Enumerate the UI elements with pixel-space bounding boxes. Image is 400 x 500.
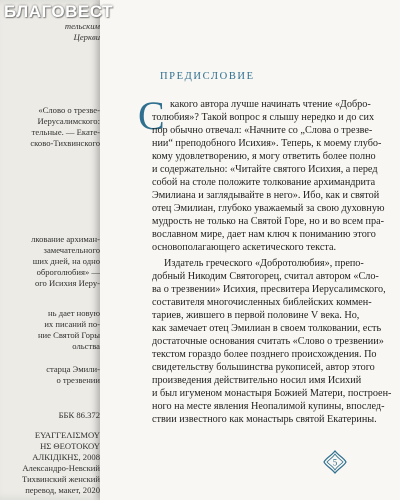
left-page-line: оброголюбия» — [36,267,100,277]
left-page [0,0,104,500]
body-line: произведения действительно носил имя Исихий [152,375,362,386]
left-page-line: сково-Тихвинского [30,138,100,148]
body-line: достаточные основания считать «Слово о трезвении» [152,336,384,347]
left-page-line: ΕΥΑΓΓΕΛΙΣΜΟΥ [34,430,100,440]
body-line: как замечает отец Эмилиан в своем толковании, есть [152,323,382,334]
left-page-line: ΗΣ ΘΕΟΤΟΚΟΥ [40,441,100,451]
body-line: Издатель греческого «Добротолюбия», препо- [164,258,364,269]
body-line: кому удовлетворению, я могу ответить более полно [152,151,376,162]
drop-cap: С [138,93,165,138]
page-heading: ПРЕДИСЛОВИЕ [160,71,255,82]
body-line: какого автора лучше начинать чтение «Добро- [170,99,371,110]
left-page-line: тельским [64,21,100,31]
body-line: ного на месте явления Неопалимой купины, впослед- [152,401,385,412]
body-line: тариев, жившего в первой половине V века. Но, [152,310,360,321]
body-line: мудрость не только на Святой Горе, но и во всем пра- [152,216,385,227]
page-number-ornament [322,449,348,475]
body-line: свидетельству большинства рукописей, автор этого [152,362,375,373]
left-page-line: ольства [72,341,100,351]
left-page-line: ние Святой Горы [37,330,100,340]
body-line: и содержательно: «Читайте святого Исихия, а перед [152,164,378,175]
body-line: собой на столе положите толкование архимандрита [152,177,376,188]
left-page-line: Александро-Невский [22,463,100,473]
left-page-line: АЛКIДIКНΣ, 2008 [32,452,100,462]
body-line: текстом гораздо более позднего происхождения. По [152,349,377,360]
left-page-line: лкование архиман- [31,234,100,244]
body-line: ствии известного как монастырь святой Екатерины. [152,414,377,425]
left-page-line: ого Исихия Иеру- [34,278,100,288]
left-page-line: о трезвении [56,375,100,385]
body-line: отец Эмилиан, глубоко уважаемый за свою духовную [152,203,385,214]
left-page-line: Иерусалимского: [37,116,100,126]
left-page-line: тельные. — Екате- [31,127,100,137]
left-page-line: замечательного [43,245,100,255]
body-line: ва о трезвении» Исихия, пресвитера Иерусалимского, [152,284,386,295]
left-page-line: нь дает новую [48,308,100,318]
body-line: пор обычно отвечал: «Начните со „Слова о трезве- [152,125,373,136]
body-line: вославном мире, дает нам ключ к пониманию этого [152,229,376,240]
body-line: и был игуменом монастыря Божией Матери, построен- [152,388,392,399]
watermark-logo: БЛАГОВЕСТ [4,2,113,21]
body-line: добный Никодим Святогорец, считал автором «Сло- [152,271,379,282]
left-page-line: ших дней, на одно [32,256,100,266]
left-page-line: Церкви [73,32,100,42]
left-page-line: «Слово о трезве- [38,105,100,115]
body-line: составителя многочисленных библейских коммен- [152,297,372,308]
left-page-line: их писаний по- [44,319,100,329]
left-page-line: старца Эмили- [46,364,100,374]
body-line: Эмилиана и заглядывайте в него». Ибо, как и святой [152,190,380,201]
body-line: основополагающего аскетического текста. [152,242,337,253]
left-page-line: ББК 86.372 [58,410,100,420]
left-page-line: перевод, макет, 2020 [25,485,100,495]
body-line: толюбия»? Такой вопрос я слышу нередко и до сих [152,112,375,123]
page-number: 5 [332,457,338,468]
body-line: нии“ преподобного Исихия». Теперь, к моему глубо- [152,138,382,149]
left-page-line: Тихвинский женский [22,474,100,484]
